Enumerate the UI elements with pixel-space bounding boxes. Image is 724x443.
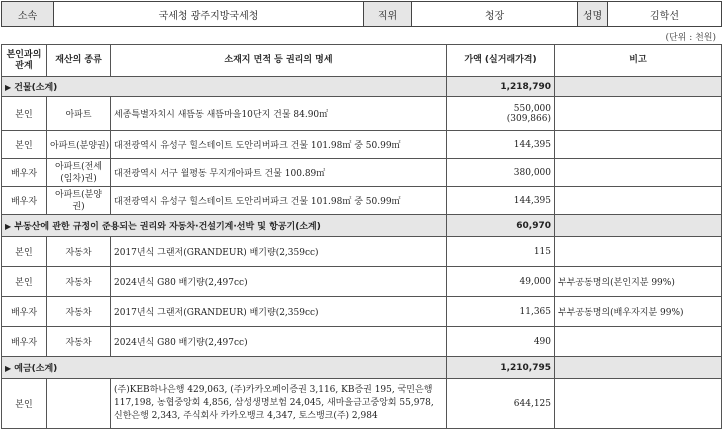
relation: 배우자 bbox=[2, 187, 47, 215]
table-row bbox=[2, 267, 722, 297]
position-value: 청장 bbox=[412, 2, 578, 27]
description: 2024년식 G80 배기량(2,497cc) bbox=[111, 327, 447, 357]
relation: 본인 bbox=[2, 131, 47, 159]
asset-type: 자동차 bbox=[47, 237, 111, 267]
value: 380,000 bbox=[447, 159, 555, 187]
value: 11,365 bbox=[447, 297, 555, 327]
triangle-icon: ▶ bbox=[5, 364, 12, 373]
section-note bbox=[555, 215, 722, 237]
section-subtotal: 60,970 bbox=[447, 215, 555, 237]
value: 490 bbox=[447, 327, 555, 357]
asset-type: 자동차 bbox=[47, 267, 111, 297]
table-row bbox=[2, 159, 722, 187]
note bbox=[555, 187, 722, 215]
table-row bbox=[2, 297, 722, 327]
col-relation: 본인과의 관계 bbox=[2, 45, 47, 77]
section-title bbox=[2, 357, 447, 379]
section-title bbox=[2, 77, 447, 97]
table-header-row bbox=[2, 45, 722, 77]
table-row bbox=[2, 97, 722, 131]
name-label: 성명 bbox=[578, 2, 608, 27]
relation: 본인 bbox=[2, 97, 47, 131]
section-title-text: 예금(소계) bbox=[14, 364, 58, 374]
asset-type: 아파트(분양권) bbox=[47, 187, 111, 215]
section-note bbox=[555, 77, 722, 97]
table-row bbox=[2, 327, 722, 357]
section-note bbox=[555, 357, 722, 379]
asset-type: 자동차 bbox=[47, 297, 111, 327]
note: 부부공동명의(본인지분 99%) bbox=[555, 267, 722, 297]
value: 115 bbox=[447, 237, 555, 267]
name-value: 김학선 bbox=[608, 2, 722, 27]
value: 644,125 bbox=[447, 379, 555, 429]
value-previous: (309,866) bbox=[506, 113, 551, 124]
note bbox=[555, 237, 722, 267]
value: 144,395 bbox=[447, 187, 555, 215]
section-deposits bbox=[2, 357, 722, 379]
description: (주)KEB하나은행 429,063, (주)카카오페이증권 3,116, KB증권 195, 국민은행 117,198, 농협중앙회 4,856, 삼성생명보험 24,045, 새마을금고중앙회 55,978, 신한은행 2,343, 주식회사 카카오뱅크 4,347, 토스뱅크(주) 2,984 bbox=[111, 379, 447, 429]
relation: 본인 bbox=[2, 267, 47, 297]
asset-table bbox=[1, 44, 722, 429]
value: 144,395 bbox=[447, 131, 555, 159]
table-row bbox=[2, 237, 722, 267]
relation: 본인 bbox=[2, 379, 47, 429]
note bbox=[555, 327, 722, 357]
section-subtotal: 1,210,795 bbox=[447, 357, 555, 379]
note bbox=[555, 97, 722, 131]
description: 세종특별자치시 새뜸동 새뜸마을10단지 건물 84.90㎡ bbox=[111, 97, 447, 131]
asset-type: 아파트(전세(임차)권) bbox=[47, 159, 111, 187]
affiliation-label: 소속 bbox=[2, 2, 54, 27]
col-description: 소재지 면적 등 권리의 명세 bbox=[111, 45, 447, 77]
asset-type: 자동차 bbox=[47, 327, 111, 357]
value: 49,000 bbox=[447, 267, 555, 297]
note: 부부공동명의(배우자지분 99%) bbox=[555, 297, 722, 327]
description: 대전광역시 유성구 힐스테이트 도안리버파크 건물 101.98㎡ 중 50.99㎡ bbox=[111, 131, 447, 159]
description: 2017년식 그랜저(GRANDEUR) 배기량(2,359cc) bbox=[111, 297, 447, 327]
value: 550,000 bbox=[513, 103, 551, 114]
affiliation-value: 국세청 광주지방국세청 bbox=[54, 2, 364, 27]
asset-type: 아파트(분양권) bbox=[47, 131, 111, 159]
section-buildings bbox=[2, 77, 722, 97]
section-vehicles bbox=[2, 215, 722, 237]
asset-type: 아파트 bbox=[47, 97, 111, 131]
description: 대전광역시 서구 월평동 무지개아파트 건물 100.89㎡ bbox=[111, 159, 447, 187]
triangle-icon: ▶ bbox=[5, 222, 12, 231]
note bbox=[555, 379, 722, 429]
note bbox=[555, 159, 722, 187]
section-subtotal: 1,218,790 bbox=[447, 77, 555, 97]
asset-type bbox=[47, 379, 111, 429]
value-cell bbox=[447, 97, 555, 131]
position-label: 직위 bbox=[364, 2, 412, 27]
relation: 배우자 bbox=[2, 159, 47, 187]
section-title-text: 부동산에 관한 규정이 준용되는 권리와 자동차·건설기계·선박 및 항공기(소계) bbox=[14, 222, 321, 232]
relation: 본인 bbox=[2, 237, 47, 267]
description: 대전광역시 유성구 힐스테이트 도안리버파크 건물 101.98㎡ 중 50.99㎡ bbox=[111, 187, 447, 215]
relation: 배우자 bbox=[2, 297, 47, 327]
description: 2024년식 G80 배기량(2,497cc) bbox=[111, 267, 447, 297]
unit-note: (단위 : 천원) bbox=[665, 33, 716, 43]
relation: 배우자 bbox=[2, 327, 47, 357]
section-title bbox=[2, 215, 447, 237]
note bbox=[555, 131, 722, 159]
triangle-icon: ▶ bbox=[5, 83, 12, 92]
official-info-header bbox=[1, 1, 722, 27]
description: 2017년식 그랜저(GRANDEUR) 배기량(2,359cc) bbox=[111, 237, 447, 267]
section-title-text: 건물(소계) bbox=[14, 83, 58, 93]
table-row bbox=[2, 187, 722, 215]
col-asset-type: 재산의 종류 bbox=[47, 45, 111, 77]
table-row bbox=[2, 131, 722, 159]
table-row bbox=[2, 379, 722, 429]
col-note: 비고 bbox=[555, 45, 722, 77]
col-value: 가액 (실거래가격) bbox=[447, 45, 555, 77]
